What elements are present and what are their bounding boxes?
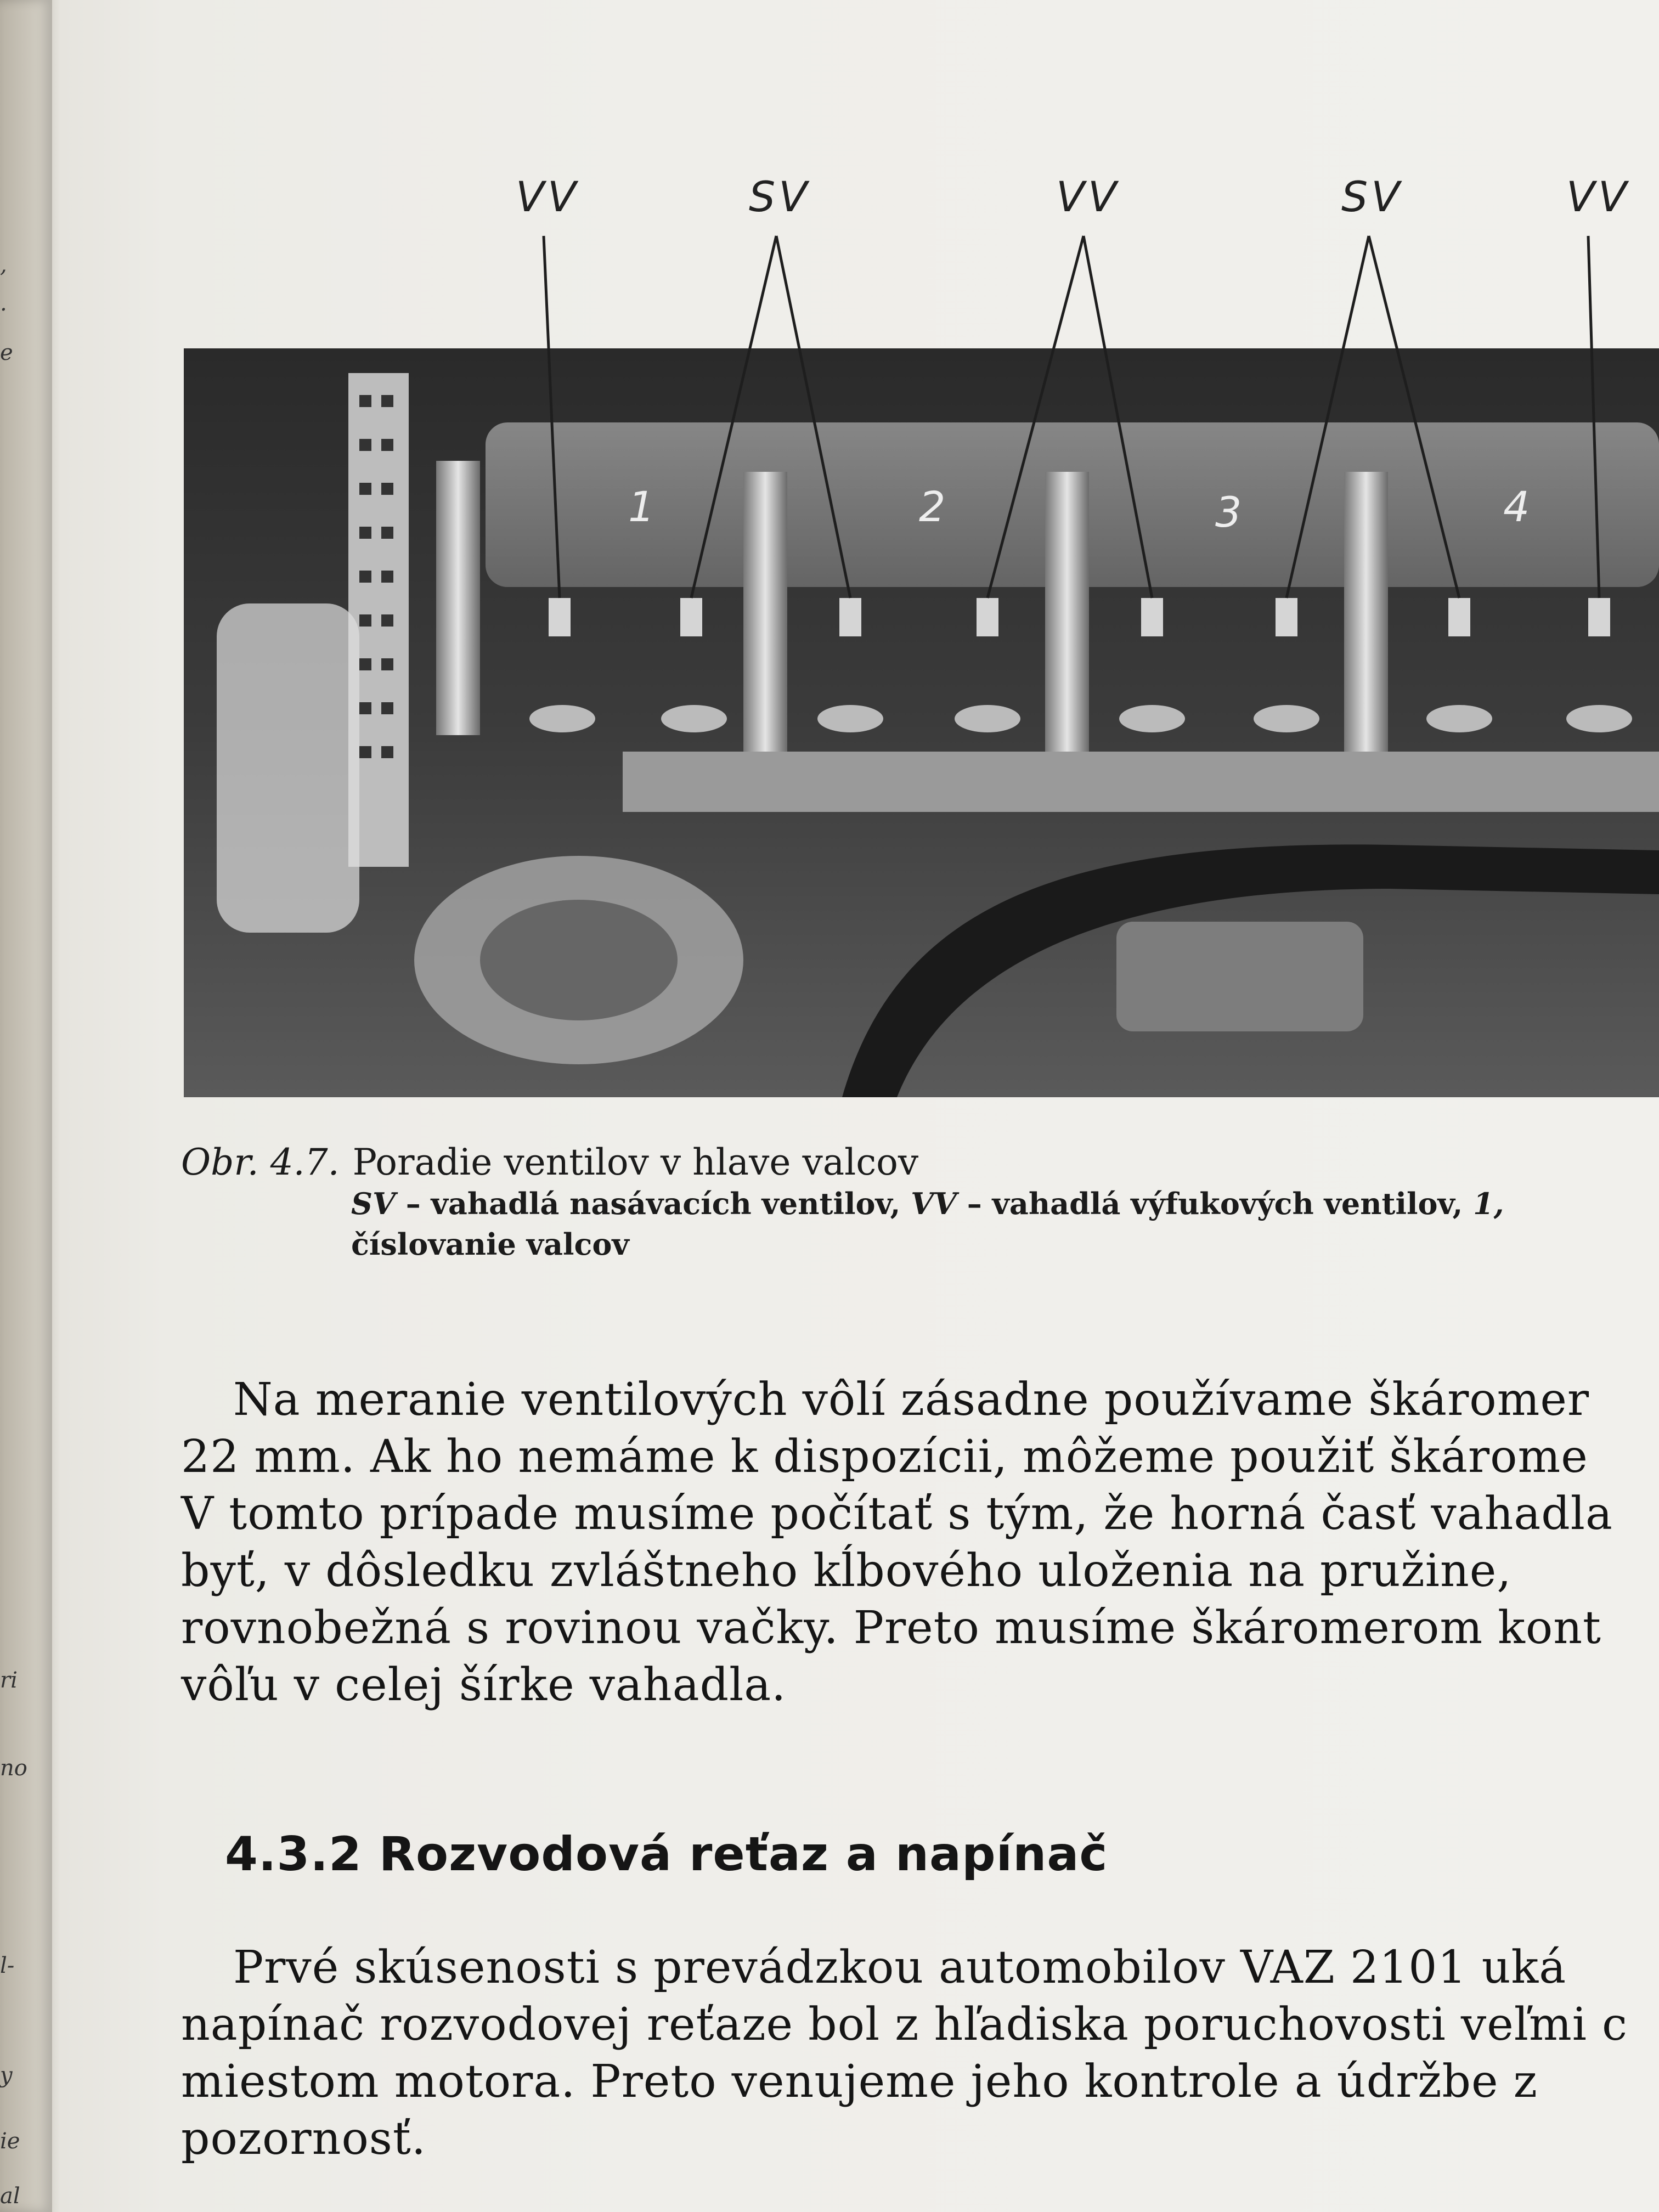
margin-fragment: ri (0, 1668, 18, 1693)
engine-photo-illustration (184, 165, 1659, 1097)
caption-vv-abbr: VV (911, 1186, 957, 1221)
caption-title: Poradie ventilov v hlave valcov (352, 1141, 919, 1183)
caption-numbering: 1, (1473, 1186, 1504, 1221)
caption-legend-line (351, 1183, 1659, 1224)
facing-page-edge (0, 0, 52, 2212)
text-line: V tomto prípade musíme počítať s tým, že horná časť vahadla (181, 1488, 1613, 1540)
margin-fragment: e (0, 340, 13, 365)
text-line: 22 mm. Ak ho nemáme k dispozícii, môžeme použiť škárome (181, 1431, 1588, 1483)
caption-vv-desc: – vahadlá výfukových ventilov, (956, 1186, 1474, 1221)
text-line: miestom motora. Preto venujeme jeho kontrole a údržbe z (181, 2056, 1538, 2108)
text-line: vôľu v celej šírke vahadla. (181, 1659, 787, 1711)
text-line: pozornosť. (181, 2113, 426, 2165)
label-vv-3: VV (1566, 172, 1630, 221)
caption-title-line (181, 1141, 1659, 1183)
cylinder-number-3: 3 (1215, 488, 1242, 537)
margin-fragment: , (0, 252, 7, 278)
text-line: Na meranie ventilových vôlí zásadne používame škáromer (233, 1374, 1590, 1426)
label-sv-1: SV (749, 172, 811, 221)
figure-caption (181, 1141, 1659, 1265)
cylinder-number-1: 1 (628, 482, 655, 531)
section-heading: 4.3.2 Rozvodová reťaz a napínač (225, 1827, 1108, 1882)
cylinder-number-4: 4 (1503, 482, 1530, 531)
margin-fragment: no (0, 1756, 27, 1781)
margin-fragment: y (0, 2063, 13, 2088)
margin-fragment: al (0, 2183, 20, 2209)
label-sv-2: SV (1341, 172, 1403, 221)
text-line: rovnobežná s rovinou vačky. Preto musíme škáromerom kont (181, 1602, 1601, 1654)
margin-fragment: ie (0, 2129, 20, 2154)
margin-fragment: l- (0, 1953, 15, 1978)
cylinder-number-2: 2 (919, 482, 946, 531)
label-vv-2: VV (1056, 172, 1120, 221)
text-line: byť, v dôsledku zvláštneho kĺbového uloženia na pružine, (181, 1545, 1512, 1597)
body-paragraph-2 (181, 1939, 1659, 2168)
figure-engine-head (184, 165, 1659, 1097)
caption-prefix: Obr. 4.7. (181, 1141, 340, 1183)
label-vv-1: VV (516, 172, 579, 221)
text-line: napínač rozvodovej reťaze bol z hľadiska poruchovosti veľmi c (181, 1999, 1628, 2051)
caption-sv-desc: – vahadlá nasávacích ventilov, (395, 1186, 911, 1221)
caption-line-3: číslovanie valcov (351, 1227, 629, 1262)
body-paragraph-1 (181, 1372, 1659, 1714)
margin-fragment: . (0, 291, 7, 316)
text-line: Prvé skúsenosti s prevádzkou automobilov VAZ 2101 uká (233, 1942, 1567, 1994)
caption-sv-abbr: SV (351, 1186, 396, 1221)
